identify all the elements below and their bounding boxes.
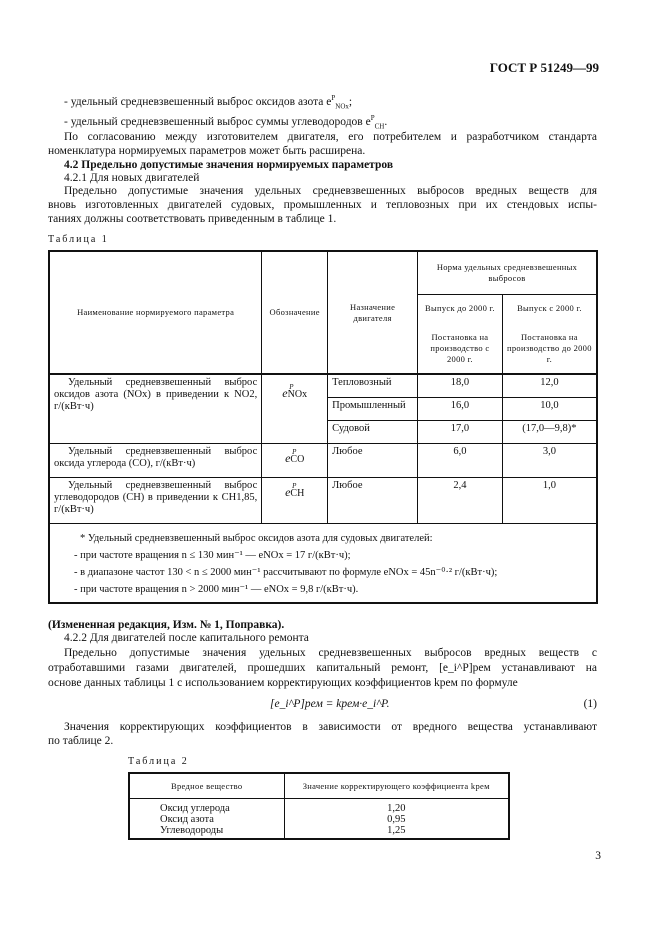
label: Выпуск с 2000 г. [517,302,582,313]
paragraph: номенклатура нормируемых параметров может быть расширена. [48,145,366,157]
header-substance: Вредное вещество [129,773,284,799]
paragraph: вновь изготовленных двигателей судовых, промышленных и тепловозных при их стендовых испы- [48,199,597,211]
coefficient: 1,20 [284,799,509,815]
table-row [49,443,597,477]
symbol: CH [374,122,385,131]
amendment-note: (Измененная редакция, Изм. № 1, Поправка). [48,619,285,631]
paragraph: отработавшими газами двигателей, прошедших капитальный ремонт, [e_i^P]рем устанавливают на [48,662,597,674]
substance: Оксид углерода [129,799,284,815]
table-row [49,374,597,397]
symbol: P eCO [285,446,304,466]
coefficient: 0,95 [284,814,509,825]
page-number: 3 [595,850,601,862]
purpose: Любое [328,477,418,523]
value-after: 3,0 [502,443,597,477]
header-name: Наименование нормируемого параметра [49,251,262,374]
formula-number: (1) [583,698,597,710]
table-2 [128,772,510,840]
list-item: - удельный средневзвешенный выброс оксидов азота $e^P_{NOx}$; [64,94,353,111]
purpose: Судовой [328,420,418,443]
symbol: P eCH [285,480,304,500]
text: - удельный средневзвешенный выброс суммы углеводородов e [64,116,371,128]
table-caption: Таблица 2 [128,756,189,767]
purpose: Тепловозный [328,374,418,397]
footnote-line: * Удельный средневзвешенный выброс оксидов азота для судовых двигателей: [80,532,433,544]
header-before [418,294,503,374]
footnote [49,523,597,603]
standard-header: ГОСТ Р 51249—99 [489,60,599,75]
header-norm: Норма удельных средневзвешенных выбросов [418,251,597,294]
paragraph: Предельно допустимые значения удельных средневзвешенных выбросов вредных веществ для [64,185,597,197]
header-after [502,294,597,374]
footnote-line: - при частоте вращения n ≤ 130 мин⁻¹ — eNOx = 17 г/(кВт·ч); [74,549,351,561]
table-row [129,825,509,839]
table-row [129,814,509,825]
value-after: (17,0—9,8)* [502,420,597,443]
paragraph: По согласованию между изготовителем двигателя, его потребителем и разработчиком стандарта [64,131,597,143]
purpose: Промышленный [328,397,418,420]
label: Постановка на производство с 2000 г. [430,331,490,364]
symbol: NOx [335,102,349,111]
value-after: 10,0 [502,397,597,420]
substance: Углеводороды [129,825,284,839]
label: Постановка на производство до 2000 г. [507,331,592,364]
symbol: P eNOx [282,381,307,401]
purpose: Любое [328,443,418,477]
text: - удельный средневзвешенный выброс оксидов азота e [64,96,332,108]
footnote-line: - при частоте вращения n > 2000 мин⁻¹ — eNOx = 9,8 г/(кВт·ч). [74,583,359,595]
section-title: 4.2 Предельно допустимые значения нормируемых параметров [64,159,394,171]
header-coefficient: Значение корректирующего коэффициента kрем [284,773,509,799]
paragraph: таниях должны соответствовать приведенным в таблице 1. [48,213,337,225]
header-purpose: Назначение двигателя [328,251,418,374]
substance: Оксид азота [129,814,284,825]
subsection-title: 4.2.1 Для новых двигателей [64,172,200,184]
value-after: 12,0 [502,374,597,397]
value-before: 16,0 [418,397,503,420]
symbol-cell [262,477,328,523]
footnote-row [49,523,597,603]
value-after: 1,0 [502,477,597,523]
value-before: 6,0 [418,443,503,477]
value-before: 18,0 [418,374,503,397]
header-symbol: Обозначение [262,251,328,374]
paragraph: по таблице 2. [48,735,114,747]
param-name: Удельный средневзвешенный выброс углеводородов (СН) в приведении к СН1,85, г/(кВт·ч) [49,477,262,523]
paragraph: основе данных таблицы 1 с использованием корректирующих коэффициентов kрем по формуле [48,677,518,689]
paragraph: Значения корректирующих коэффициентов в зависимости от вредного вещества устанавливают [64,721,597,733]
footnote-line: - в диапазоне частот 130 < n ≤ 2000 мин⁻¹ рассчитывают по формуле eNOx = 45n⁻⁰·² г/(кВт·ч); [74,566,498,578]
table-row [129,799,509,815]
value-before: 2,4 [418,477,503,523]
subsection-title: 4.2.2 Для двигателей после капитального ремонта [64,632,309,644]
table-caption: Таблица 1 [48,234,109,245]
param-name: Удельный средневзвешенный выброс оксида углерода (СО), г/(кВт·ч) [49,443,262,477]
table-1 [48,250,598,604]
symbol-cell [262,443,328,477]
list-item: - удельный средневзвешенный выброс суммы углеводородов $e^P_{CH}$. [64,114,388,131]
symbol-cell [262,374,328,443]
paragraph: Предельно допустимые значения удельных средневзвешенных выбросов вредных веществ с [64,647,597,659]
formula: [e_i^P]рем = kрем·e_i^P. [270,698,390,710]
param-name: Удельный средневзвешенный выброс оксидов азота (NOx) в приведении к NO2, г/(кВт·ч) [49,374,262,443]
value-before: 17,0 [418,420,503,443]
coefficient: 1,25 [284,825,509,839]
table-row [49,477,597,523]
label: Выпуск до 2000 г. [425,302,495,313]
